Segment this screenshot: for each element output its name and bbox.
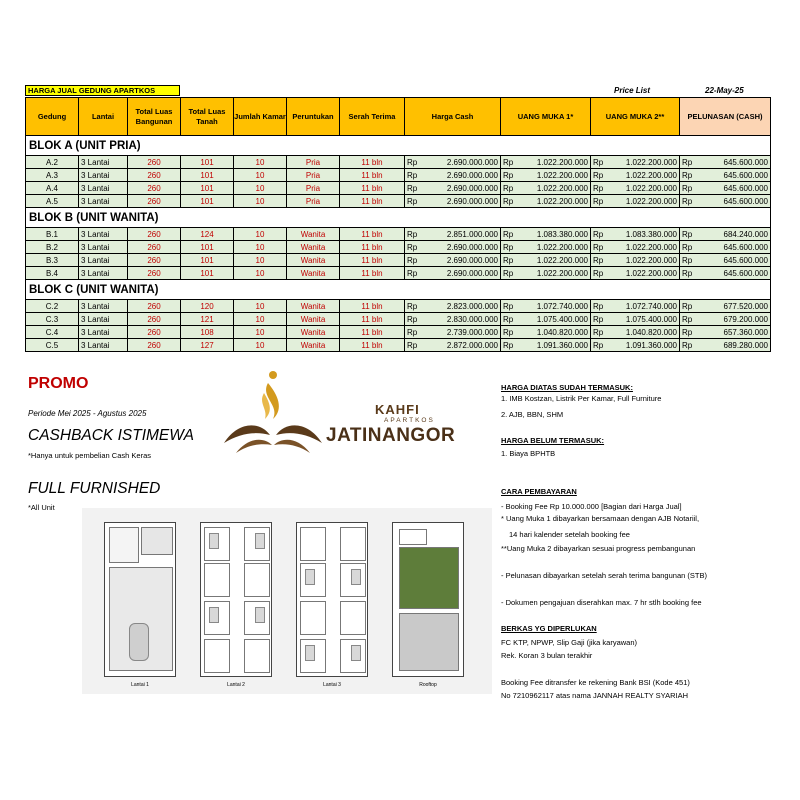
cell-serah-terima: 11 bln xyxy=(340,195,405,208)
cell-lantai: 3 Lantai xyxy=(79,182,128,195)
plan-room xyxy=(204,639,230,673)
cell-luas-tanah: 108 xyxy=(181,326,234,339)
cell-gedung: C.3 xyxy=(26,313,79,326)
cell-luas-tanah: 124 xyxy=(181,228,234,241)
cell-pelunasan: 679.200.000 xyxy=(696,313,771,326)
cell-harga-cash: 2.739.000.000 xyxy=(421,326,501,339)
cell-currency: Rp xyxy=(680,195,696,208)
transfer-line: Booking Fee ditransfer ke rekening Bank BSI (Kode 451) xyxy=(501,678,690,687)
bed-icon xyxy=(209,533,219,549)
cell-currency: Rp xyxy=(680,300,696,313)
promo-title: PROMO xyxy=(28,375,89,392)
cell-luas-bangunan: 260 xyxy=(128,228,181,241)
col-header-harga-cash: Harga Cash xyxy=(405,98,501,136)
cell-currency: Rp xyxy=(501,326,517,339)
cell-uang-muka-2: 1.022.200.000 xyxy=(607,267,680,280)
promo-all-unit: *All Unit xyxy=(28,503,55,512)
floor-plan-label: Rooftop xyxy=(419,682,437,688)
cell-serah-terima: 11 bln xyxy=(340,326,405,339)
plan-room xyxy=(141,527,173,555)
table-body xyxy=(26,136,771,352)
cell-lantai: 3 Lantai xyxy=(79,254,128,267)
col-header-gedung: Gedung xyxy=(26,98,79,136)
roof-garden xyxy=(399,547,459,609)
cell-pelunasan: 684.240.000 xyxy=(696,228,771,241)
cell-luas-bangunan: 260 xyxy=(128,267,181,280)
cell-uang-muka-2: 1.075.400.000 xyxy=(607,313,680,326)
cell-peruntukan: Wanita xyxy=(287,313,340,326)
cell-currency: Rp xyxy=(591,300,607,313)
cell-luas-bangunan: 260 xyxy=(128,169,181,182)
cell-jumlah-kamar: 10 xyxy=(234,339,287,352)
cell-pelunasan: 645.600.000 xyxy=(696,169,771,182)
cell-harga-cash: 2.823.000.000 xyxy=(421,300,501,313)
logo-location: JATINANGOR xyxy=(326,425,456,446)
cell-pelunasan: 645.600.000 xyxy=(696,267,771,280)
promo-full-furnished: FULL FURNISHED xyxy=(28,480,161,497)
cell-serah-terima: 11 bln xyxy=(340,267,405,280)
cell-pelunasan: 645.600.000 xyxy=(696,241,771,254)
cell-currency: Rp xyxy=(680,156,696,169)
price-table-title: HARGA JUAL GEDUNG APARTKOS xyxy=(25,85,180,96)
cell-luas-bangunan: 260 xyxy=(128,254,181,267)
cell-lantai: 3 Lantai xyxy=(79,267,128,280)
cell-currency: Rp xyxy=(591,339,607,352)
cell-currency: Rp xyxy=(405,228,421,241)
cell-uang-muka-2: 1.022.200.000 xyxy=(607,241,680,254)
cell-uang-muka-2: 1.022.200.000 xyxy=(607,182,680,195)
cell-uang-muka-2: 1.022.200.000 xyxy=(607,254,680,267)
cell-serah-terima: 11 bln xyxy=(340,254,405,267)
cell-currency: Rp xyxy=(405,195,421,208)
cell-uang-muka-1: 1.083.380.000 xyxy=(517,228,591,241)
cell-gedung: A.2 xyxy=(26,156,79,169)
cara-title: CARA PEMBAYARAN xyxy=(501,487,577,496)
cell-lantai: 3 Lantai xyxy=(79,156,128,169)
cell-lantai: 3 Lantai xyxy=(79,169,128,182)
cell-currency: Rp xyxy=(591,156,607,169)
cell-gedung: A.5 xyxy=(26,195,79,208)
cell-luas-bangunan: 260 xyxy=(128,326,181,339)
cell-luas-tanah: 121 xyxy=(181,313,234,326)
cell-harga-cash: 2.690.000.000 xyxy=(421,241,501,254)
price-table xyxy=(25,97,771,352)
cell-currency: Rp xyxy=(591,313,607,326)
cell-currency: Rp xyxy=(591,169,607,182)
plan-room xyxy=(204,563,230,597)
cell-luas-tanah: 101 xyxy=(181,241,234,254)
cell-lantai: 3 Lantai xyxy=(79,313,128,326)
kahfi-logo xyxy=(218,365,490,463)
cell-lantai: 3 Lantai xyxy=(79,228,128,241)
floor-plan-lantai-1 xyxy=(104,522,176,677)
cell-gedung: A.4 xyxy=(26,182,79,195)
price-list-label: Price List xyxy=(614,86,651,95)
cell-currency: Rp xyxy=(405,182,421,195)
cara-item: **Uang Muka 2 dibayarkan sesuai progress pembangunan xyxy=(501,544,696,553)
cell-pelunasan: 645.600.000 xyxy=(696,182,771,195)
cell-currency: Rp xyxy=(405,254,421,267)
cell-serah-terima: 11 bln xyxy=(340,182,405,195)
col-header-peruntukan: Peruntukan xyxy=(287,98,340,136)
cell-currency: Rp xyxy=(591,182,607,195)
cell-currency: Rp xyxy=(501,339,517,352)
cell-currency: Rp xyxy=(405,326,421,339)
cell-jumlah-kamar: 10 xyxy=(234,169,287,182)
cell-serah-terima: 11 bln xyxy=(340,169,405,182)
table-row xyxy=(26,339,771,352)
cell-pelunasan: 645.600.000 xyxy=(696,156,771,169)
cell-currency: Rp xyxy=(680,169,696,182)
block-header-row xyxy=(26,208,771,228)
cell-luas-tanah: 101 xyxy=(181,267,234,280)
cell-currency: Rp xyxy=(501,182,517,195)
cell-serah-terima: 11 bln xyxy=(340,300,405,313)
cell-currency: Rp xyxy=(591,241,607,254)
cell-jumlah-kamar: 10 xyxy=(234,267,287,280)
plan-room xyxy=(109,527,139,563)
cell-jumlah-kamar: 10 xyxy=(234,300,287,313)
cell-uang-muka-1: 1.022.200.000 xyxy=(517,156,591,169)
cell-gedung: B.4 xyxy=(26,267,79,280)
col-header-serah-terima: Serah Terima xyxy=(340,98,405,136)
cell-peruntukan: Wanita xyxy=(287,254,340,267)
cell-uang-muka-2: 1.022.200.000 xyxy=(607,156,680,169)
cell-uang-muka-2: 1.091.360.000 xyxy=(607,339,680,352)
cell-uang-muka-2: 1.022.200.000 xyxy=(607,195,680,208)
car-icon xyxy=(129,623,149,661)
cell-jumlah-kamar: 10 xyxy=(234,228,287,241)
cell-luas-tanah: 101 xyxy=(181,182,234,195)
cell-currency: Rp xyxy=(501,313,517,326)
cell-uang-muka-1: 1.022.200.000 xyxy=(517,267,591,280)
cell-gedung: B.1 xyxy=(26,228,79,241)
plan-room xyxy=(300,601,326,635)
cell-harga-cash: 2.851.000.000 xyxy=(421,228,501,241)
cell-harga-cash: 2.690.000.000 xyxy=(421,195,501,208)
logo-emblem-icon xyxy=(218,365,490,463)
cell-lantai: 3 Lantai xyxy=(79,241,128,254)
bed-icon xyxy=(255,607,265,623)
cell-harga-cash: 2.830.000.000 xyxy=(421,313,501,326)
cell-currency: Rp xyxy=(680,313,696,326)
cell-uang-muka-1: 1.022.200.000 xyxy=(517,241,591,254)
cell-currency: Rp xyxy=(591,326,607,339)
cell-harga-cash: 2.690.000.000 xyxy=(421,267,501,280)
promo-cash-note: *Hanya untuk pembelian Cash Keras xyxy=(28,451,151,460)
cell-luas-tanah: 101 xyxy=(181,169,234,182)
berkas-title: BERKAS YG DIPERLUKAN xyxy=(501,624,597,633)
block-header-row xyxy=(26,280,771,300)
cell-currency: Rp xyxy=(680,254,696,267)
cell-pelunasan: 645.600.000 xyxy=(696,254,771,267)
block-title: BLOK B (UNIT WANITA) xyxy=(26,208,771,228)
cell-serah-terima: 11 bln xyxy=(340,339,405,352)
cell-uang-muka-1: 1.022.200.000 xyxy=(517,182,591,195)
cell-currency: Rp xyxy=(680,228,696,241)
cell-jumlah-kamar: 10 xyxy=(234,254,287,267)
cell-peruntukan: Wanita xyxy=(287,267,340,280)
cell-serah-terima: 11 bln xyxy=(340,313,405,326)
cell-currency: Rp xyxy=(501,241,517,254)
floor-plan-lantai-3 xyxy=(296,522,368,677)
cell-currency: Rp xyxy=(501,228,517,241)
promo-periode: Periode Mei 2025 - Agustus 2025 xyxy=(28,409,147,418)
cell-harga-cash: 2.690.000.000 xyxy=(421,182,501,195)
cell-gedung: B.3 xyxy=(26,254,79,267)
col-header-jumlah-kamar: Jumlah Kamar xyxy=(234,98,287,136)
cell-luas-tanah: 127 xyxy=(181,339,234,352)
cell-peruntukan: Wanita xyxy=(287,241,340,254)
cell-uang-muka-2: 1.083.380.000 xyxy=(607,228,680,241)
cell-serah-terima: 11 bln xyxy=(340,156,405,169)
plan-room xyxy=(340,601,366,635)
cell-luas-bangunan: 260 xyxy=(128,300,181,313)
table-row xyxy=(26,169,771,182)
cell-lantai: 3 Lantai xyxy=(79,195,128,208)
cell-currency: Rp xyxy=(405,156,421,169)
berkas-item: Rek. Koran 3 bulan terakhir xyxy=(501,651,593,660)
cell-luas-bangunan: 260 xyxy=(128,182,181,195)
cell-currency: Rp xyxy=(591,195,607,208)
cell-luas-bangunan: 260 xyxy=(128,195,181,208)
cell-currency: Rp xyxy=(680,267,696,280)
cell-luas-tanah: 101 xyxy=(181,156,234,169)
cell-pelunasan: 689.280.000 xyxy=(696,339,771,352)
cell-currency: Rp xyxy=(405,241,421,254)
cell-jumlah-kamar: 10 xyxy=(234,156,287,169)
cell-gedung: A.3 xyxy=(26,169,79,182)
cell-currency: Rp xyxy=(501,267,517,280)
cell-uang-muka-2: 1.072.740.000 xyxy=(607,300,680,313)
plan-room xyxy=(244,639,270,673)
cell-gedung: C.5 xyxy=(26,339,79,352)
plan-room xyxy=(340,527,366,561)
cell-luas-bangunan: 260 xyxy=(128,156,181,169)
cell-currency: Rp xyxy=(501,156,517,169)
cell-currency: Rp xyxy=(680,182,696,195)
termasuk-title: HARGA DIATAS SUDAH TERMASUK: xyxy=(501,383,633,392)
cell-currency: Rp xyxy=(680,326,696,339)
cell-gedung: B.2 xyxy=(26,241,79,254)
cell-uang-muka-1: 1.022.200.000 xyxy=(517,254,591,267)
cell-currency: Rp xyxy=(591,267,607,280)
cara-item: - Dokumen pengajuan diserahkan max. 7 hr stlh booking fee xyxy=(501,598,702,607)
cell-serah-terima: 11 bln xyxy=(340,228,405,241)
block-title: BLOK A (UNIT PRIA) xyxy=(26,136,771,156)
cell-jumlah-kamar: 10 xyxy=(234,195,287,208)
belum-item: 1. Biaya BPHTB xyxy=(501,449,556,458)
cell-uang-muka-1: 1.075.400.000 xyxy=(517,313,591,326)
floor-plan-label: Lantai 1 xyxy=(131,682,149,688)
cell-peruntukan: Pria xyxy=(287,156,340,169)
table-header-row xyxy=(26,98,771,136)
cell-jumlah-kamar: 10 xyxy=(234,326,287,339)
cell-uang-muka-1: 1.072.740.000 xyxy=(517,300,591,313)
table-row xyxy=(26,254,771,267)
cell-peruntukan: Pria xyxy=(287,169,340,182)
cell-harga-cash: 2.690.000.000 xyxy=(421,254,501,267)
cell-harga-cash: 2.690.000.000 xyxy=(421,169,501,182)
col-header-uang-muka-2: UANG MUKA 2** xyxy=(591,98,680,136)
table-row xyxy=(26,228,771,241)
floor-plan-lantai-2 xyxy=(200,522,272,677)
cell-currency: Rp xyxy=(405,300,421,313)
col-header-uang-muka-1: UANG MUKA 1* xyxy=(501,98,591,136)
roof-deck xyxy=(399,613,459,671)
cell-uang-muka-1: 1.022.200.000 xyxy=(517,195,591,208)
block-title: BLOK C (UNIT WANITA) xyxy=(26,280,771,300)
table-row xyxy=(26,182,771,195)
cell-lantai: 3 Lantai xyxy=(79,339,128,352)
col-header-lantai: Lantai xyxy=(79,98,128,136)
cell-currency: Rp xyxy=(591,228,607,241)
table-row xyxy=(26,300,771,313)
cell-currency: Rp xyxy=(405,313,421,326)
promo-cashback: CASHBACK ISTIMEWA xyxy=(28,427,194,444)
transfer-line: No 7210962117 atas nama JANNAH REALTY SYARIAH xyxy=(501,691,689,700)
cell-pelunasan: 677.520.000 xyxy=(696,300,771,313)
cell-currency: Rp xyxy=(501,195,517,208)
cell-gedung: C.4 xyxy=(26,326,79,339)
cell-currency: Rp xyxy=(501,254,517,267)
floor-plans-image xyxy=(82,508,492,694)
belum-title: HARGA BELUM TERMASUK: xyxy=(501,436,605,445)
cell-jumlah-kamar: 10 xyxy=(234,182,287,195)
cara-item: - Booking Fee Rp 10.000.000 [Bagian dari Harga Jual] xyxy=(501,502,682,511)
cell-pelunasan: 657.360.000 xyxy=(696,326,771,339)
block-header-row xyxy=(26,136,771,156)
bed-icon xyxy=(255,533,265,549)
plan-room xyxy=(244,563,270,597)
cell-uang-muka-1: 1.040.820.000 xyxy=(517,326,591,339)
bed-icon xyxy=(305,569,315,585)
cara-item: * Uang Muka 1 dibayarkan bersamaan dengan AJB Notariil, xyxy=(501,514,700,523)
berkas-item: FC KTP, NPWP, Slip Gaji (jika karyawan) xyxy=(501,638,638,647)
cell-jumlah-kamar: 10 xyxy=(234,313,287,326)
cell-luas-tanah: 101 xyxy=(181,195,234,208)
cell-currency: Rp xyxy=(680,241,696,254)
cell-currency: Rp xyxy=(591,254,607,267)
plan-room xyxy=(399,529,427,545)
bed-icon xyxy=(305,645,315,661)
col-header-luas-tanah: Total Luas Tanah xyxy=(181,98,234,136)
col-header-pelunasan: PELUNASAN (CASH) xyxy=(680,98,771,136)
cell-uang-muka-1: 1.022.200.000 xyxy=(517,169,591,182)
cell-peruntukan: Pria xyxy=(287,195,340,208)
termasuk-item: 1. IMB Kostzan, Listrik Per Kamar, Full Furniture xyxy=(501,394,662,403)
cell-serah-terima: 11 bln xyxy=(340,241,405,254)
cell-lantai: 3 Lantai xyxy=(79,326,128,339)
cell-peruntukan: Wanita xyxy=(287,228,340,241)
cell-harga-cash: 2.872.000.000 xyxy=(421,339,501,352)
cell-luas-bangunan: 260 xyxy=(128,241,181,254)
floor-plan-label: Lantai 3 xyxy=(323,682,341,688)
cell-luas-bangunan: 260 xyxy=(128,313,181,326)
price-list-date: 22-May-25 xyxy=(705,86,744,95)
bed-icon xyxy=(351,569,361,585)
cara-item: - Pelunasan dibayarkan setelah serah terima bangunan (STB) xyxy=(501,571,707,580)
logo-brand: KAHFI xyxy=(375,402,420,417)
cara-item: 14 hari kalender setelah booking fee xyxy=(509,530,630,539)
cell-jumlah-kamar: 10 xyxy=(234,241,287,254)
cell-currency: Rp xyxy=(501,300,517,313)
cell-gedung: C.2 xyxy=(26,300,79,313)
cell-luas-tanah: 101 xyxy=(181,254,234,267)
cell-uang-muka-1: 1.091.360.000 xyxy=(517,339,591,352)
cell-peruntukan: Wanita xyxy=(287,326,340,339)
cell-peruntukan: Pria xyxy=(287,182,340,195)
plan-room xyxy=(300,527,326,561)
cell-peruntukan: Wanita xyxy=(287,300,340,313)
cell-peruntukan: Wanita xyxy=(287,339,340,352)
cell-currency: Rp xyxy=(405,169,421,182)
cell-lantai: 3 Lantai xyxy=(79,300,128,313)
cell-harga-cash: 2.690.000.000 xyxy=(421,156,501,169)
cell-currency: Rp xyxy=(680,339,696,352)
table-row xyxy=(26,195,771,208)
cell-luas-bangunan: 260 xyxy=(128,339,181,352)
termasuk-item: 2. AJB, BBN, SHM xyxy=(501,410,564,419)
cell-currency: Rp xyxy=(405,267,421,280)
cell-currency: Rp xyxy=(405,339,421,352)
bed-icon xyxy=(209,607,219,623)
cell-pelunasan: 645.600.000 xyxy=(696,195,771,208)
logo-sub: APARTKOS xyxy=(384,417,435,424)
cell-currency: Rp xyxy=(501,169,517,182)
table-row xyxy=(26,313,771,326)
table-row xyxy=(26,326,771,339)
bed-icon xyxy=(351,645,361,661)
table-row xyxy=(26,156,771,169)
cell-uang-muka-2: 1.022.200.000 xyxy=(607,169,680,182)
floor-plan-label: Lantai 2 xyxy=(227,682,245,688)
table-row xyxy=(26,267,771,280)
cell-luas-tanah: 120 xyxy=(181,300,234,313)
floor-plan-rooftop xyxy=(392,522,464,677)
cell-uang-muka-2: 1.040.820.000 xyxy=(607,326,680,339)
table-row xyxy=(26,241,771,254)
col-header-luas-bangunan: Total Luas Bangunan xyxy=(128,98,181,136)
